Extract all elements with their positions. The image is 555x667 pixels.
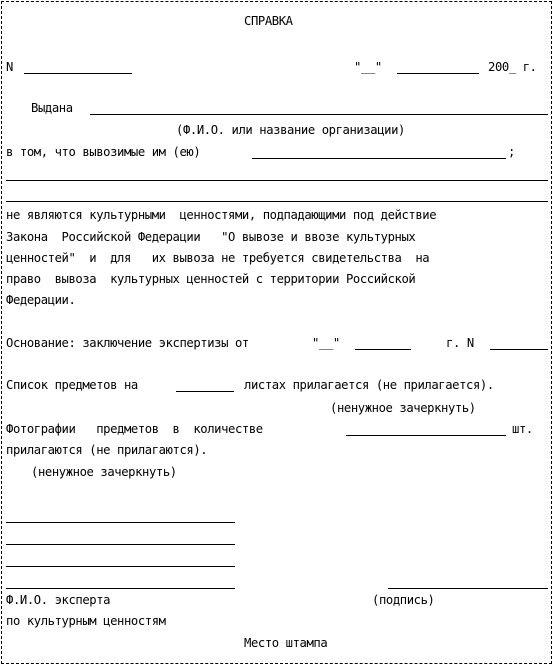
photos-count-field[interactable] bbox=[346, 435, 506, 436]
date-field[interactable] bbox=[397, 73, 479, 74]
exported-line-3[interactable] bbox=[6, 201, 548, 202]
date-quotes: "__" bbox=[354, 60, 382, 74]
issued-caption: (Ф.И.О. или название организации) bbox=[176, 123, 405, 137]
basis-label: Основание: заключение экспертизы от bbox=[6, 336, 249, 350]
basis-year: г. N bbox=[446, 336, 474, 350]
basis-date-field[interactable] bbox=[355, 349, 411, 350]
signature-label: (подпись) bbox=[372, 593, 435, 607]
basis-quotes: "__" bbox=[312, 336, 340, 350]
number-field[interactable] bbox=[24, 73, 132, 74]
body-line: не являются культурными ценностями, подпадающими под действие bbox=[6, 208, 437, 222]
expert-line-2[interactable] bbox=[6, 544, 235, 545]
body-line: ценностей" и для их вывоза не требуется свидетельства на bbox=[6, 251, 430, 265]
basis-number-field[interactable] bbox=[490, 349, 548, 350]
document-frame bbox=[1, 1, 552, 664]
exported-end: ; bbox=[508, 145, 515, 159]
expert-label-2: по культурным ценностям bbox=[6, 614, 166, 628]
expert-line-4[interactable] bbox=[6, 588, 235, 589]
expert-label: Ф.И.О. эксперта bbox=[6, 593, 111, 607]
document-title: СПРАВКА bbox=[244, 14, 293, 28]
strike-note: (ненужное зачеркнуть) bbox=[330, 401, 476, 415]
year-label: 200_ г. bbox=[488, 60, 537, 74]
number-label: N bbox=[6, 60, 13, 74]
signature-field[interactable] bbox=[388, 588, 548, 589]
body-line: Федерации. bbox=[6, 293, 76, 307]
sheets-count-field[interactable] bbox=[176, 391, 234, 392]
photos-prefix: Фотографии предметов в количестве bbox=[6, 422, 263, 436]
issued-field[interactable] bbox=[90, 114, 548, 115]
photos-unit: шт. bbox=[512, 422, 533, 436]
list-suffix: листах прилагается (не прилагается). bbox=[244, 378, 494, 392]
body-line: право вывоза культурных ценностей с территории Российской bbox=[6, 272, 416, 286]
photos-line-2: прилагаются (не прилагаются). bbox=[6, 443, 208, 457]
list-prefix: Список предметов на bbox=[6, 378, 138, 392]
expert-line-1[interactable] bbox=[6, 522, 235, 523]
strike-note: (ненужное зачеркнуть) bbox=[31, 465, 177, 479]
stamp-label: Место штампа bbox=[244, 636, 328, 650]
exported-label: в том, что вывозимые им (ею) bbox=[6, 145, 201, 159]
exported-line-2[interactable] bbox=[6, 180, 548, 181]
issued-label: Выдана bbox=[31, 101, 73, 115]
body-line: Закона Российской Федерации "О вывозе и ввозе культурных bbox=[6, 230, 416, 244]
expert-line-3[interactable] bbox=[6, 566, 235, 567]
exported-field[interactable] bbox=[252, 158, 506, 159]
